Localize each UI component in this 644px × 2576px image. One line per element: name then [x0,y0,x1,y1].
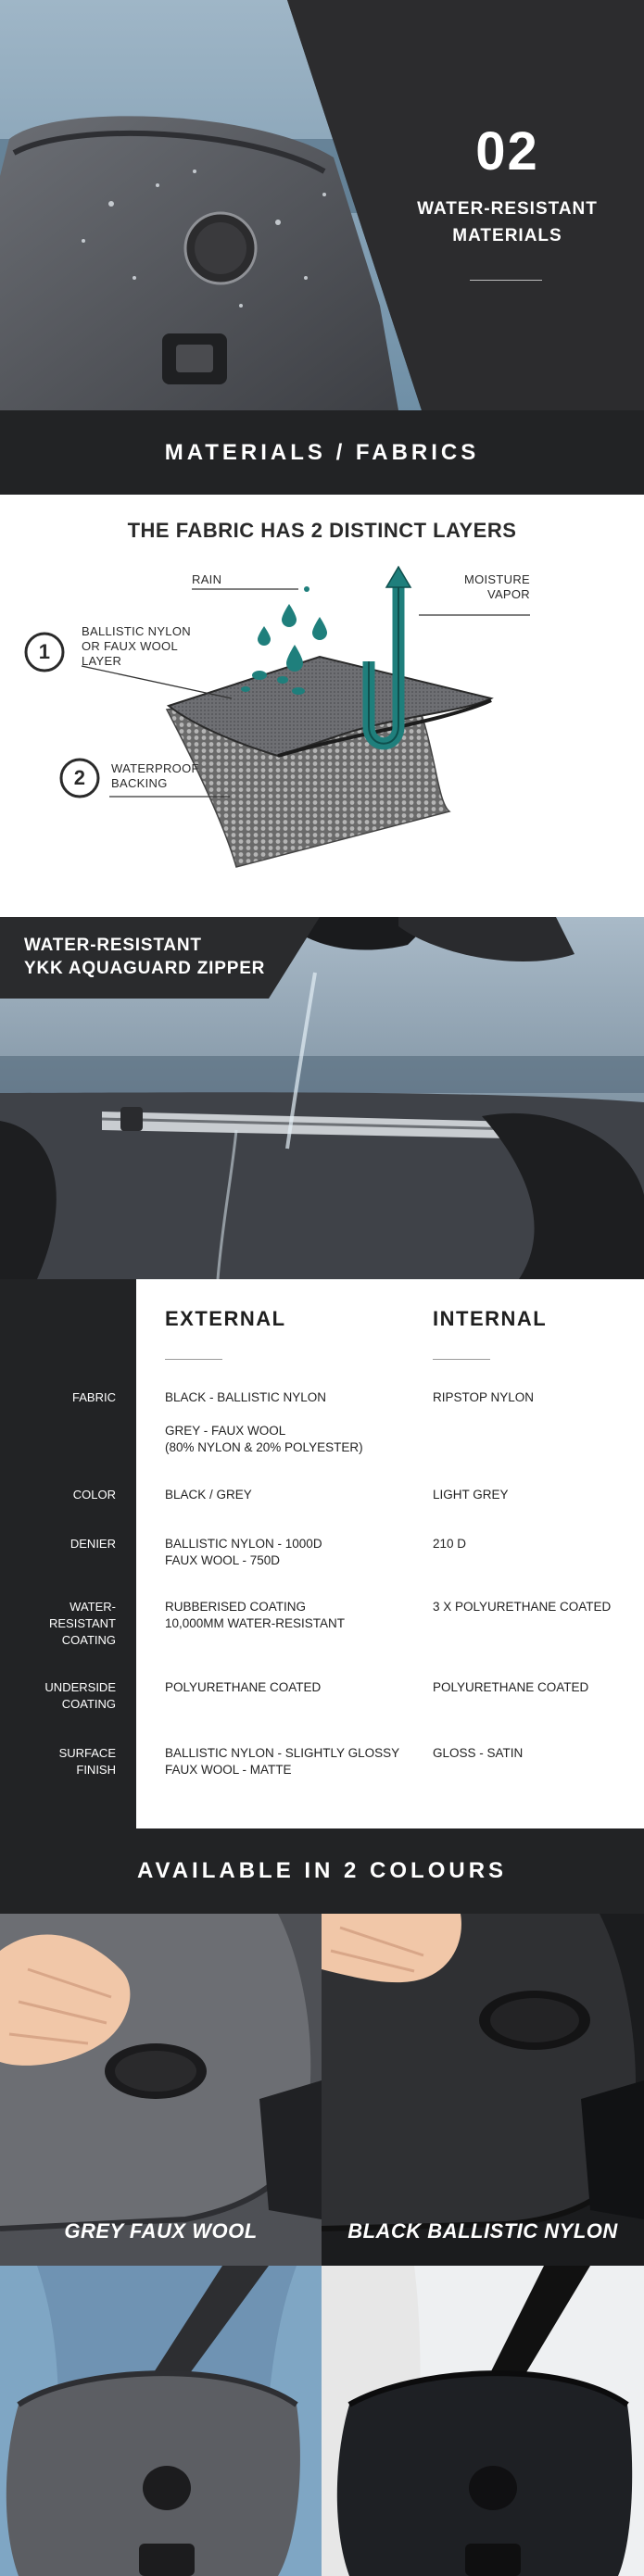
grey-faux-wool-closeup [0,1914,322,2266]
section-number: 02 [475,121,539,182]
spec-cell-finish-external: BALLISTIC NYLON - SLIGHTLY GLOSSY FAUX WOOL - MATTE [165,1746,400,1777]
fabric-layers-diagram [0,495,644,917]
fabric-layers-section [0,495,644,917]
layers-title: THE FABRIC HAS 2 DISTINCT LAYERS [127,519,517,542]
layer2-label [111,761,199,791]
spec-cell-denier-internal: 210 D [433,1537,467,1551]
section-subtitle [371,195,644,249]
zipper-title [24,934,265,980]
internal-heading: INTERNAL [433,1307,548,1330]
hero-title [371,120,644,249]
colours-banner: AVAILABLE IN 2 COLOURS [0,1828,644,1914]
zipper-section [0,917,644,1279]
black-ballistic-nylon-closeup [322,1914,644,2266]
black-fabric-photo [322,1914,644,2266]
rain-label: RAIN [192,572,222,586]
spec-cell-coating-external: RUBBERISED COATING 10,000MM WATER-RESISTANT [165,1600,346,1630]
spec-row-label-fabric: FABRIC [72,1390,116,1404]
layer1-label-line2: OR FAUX WOOL [82,639,179,653]
spec-cell-coating-internal: 3 X POLYURETHANE COATED [433,1600,612,1614]
layer2-number: 2 [73,766,86,789]
spec-cell-fabric-internal: RIPSTOP NYLON [433,1390,535,1404]
spec-row-label-denier: DENIER [69,1537,116,1551]
section-subtitle-line2: MATERIALS [452,226,562,245]
black-bag-worn-photo [322,2266,644,2576]
spec-table [0,1279,644,1828]
internal-divider [433,1359,490,1360]
layer1-label-line3: LAYER [82,654,122,668]
spec-row-label-coating: WATER- RESISTANT COATING [49,1600,116,1647]
external-heading: EXTERNAL [165,1307,286,1330]
hero-section [0,0,644,410]
materials-banner: MATERIALS / FABRICS [0,410,644,495]
layer1-label [82,624,191,669]
spec-cell-color-external: BLACK / GREY [165,1488,252,1502]
layer2-label-line2: BACKING [111,776,168,790]
hero-divider [470,280,542,281]
layer1-label-line1: BALLISTIC NYLON [82,624,191,638]
spec-cell-color-internal: LIGHT GREY [433,1488,509,1502]
spec-row-label-finish: SURFACE FINISH [58,1746,116,1777]
black-caption: BLACK BALLISTIC NYLON [347,2219,618,2243]
zipper-title-line1: WATER-RESISTANT [24,936,202,955]
moisture-label-line2: VAPOR [486,587,530,601]
spec-cell-finish-internal: GLOSS - SATIN [433,1746,524,1760]
grey-caption: GREY FAUX WOOL [64,2219,258,2243]
spec-cell-underside-internal: POLYURETHANE COATED [433,1680,589,1694]
moisture-label-line1: MOISTURE [463,572,530,586]
grey-bag-worn-photo [0,2266,322,2576]
spec-cell-denier-external: BALLISTIC NYLON - 1000D FAUX WOOL - 750D [165,1537,322,1567]
zipper-title-line2: YKK AQUAGUARD ZIPPER [24,959,266,978]
moisture-vapor-label [458,572,530,602]
grey-bag-worn-image [0,2266,322,2576]
spec-cell-underside-external: POLYURETHANE COATED [165,1680,322,1694]
grey-fabric-photo [0,1914,322,2266]
spec-row-label-color: COLOR [72,1488,116,1502]
layer2-label-line1: WATERPROOF [111,761,199,775]
section-subtitle-line1: WATER-RESISTANT [417,199,598,219]
spec-cell-fabric-external: BLACK - BALLISTIC NYLON GREY - FAUX WOOL (80% NYLON & 20% POLYESTER) [165,1390,363,1454]
spec-row-label-underside: UNDERSIDE COATING [44,1680,116,1711]
black-bag-worn-image [322,2266,644,2576]
layer1-number: 1 [38,640,51,663]
external-divider [165,1359,222,1360]
